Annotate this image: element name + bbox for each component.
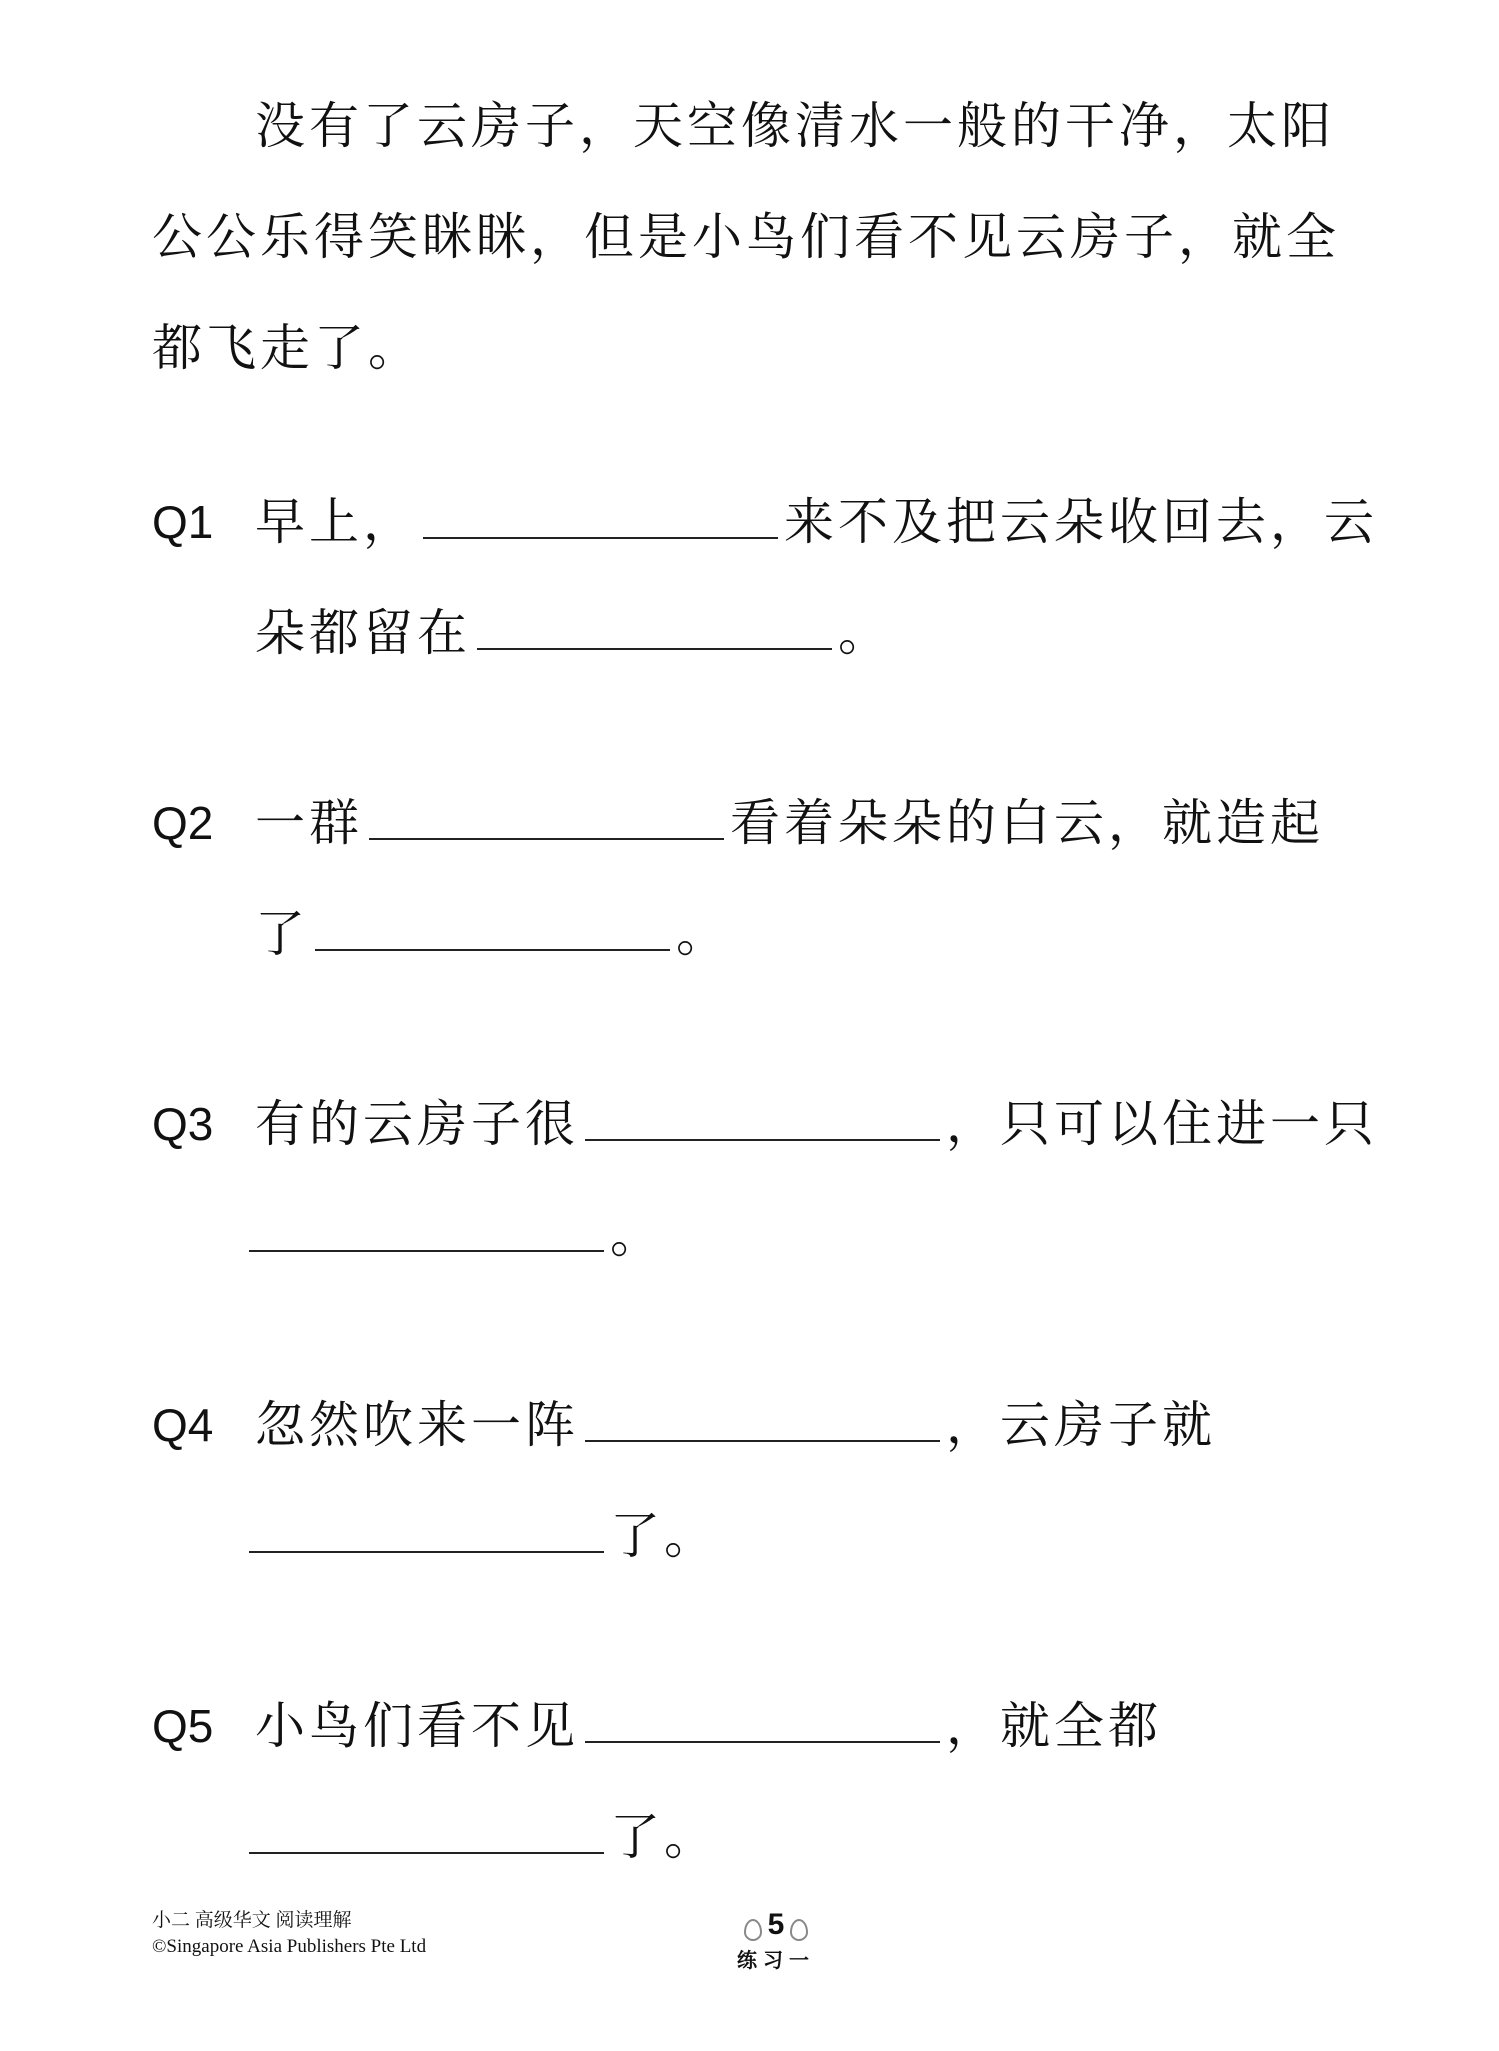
question-line-1 (255, 492, 1378, 552)
question-line-2 (255, 1506, 718, 1566)
question-label: Q4 (152, 1399, 214, 1451)
question-text: 早上， (255, 493, 417, 551)
answer-blank[interactable] (585, 1396, 940, 1442)
answer-blank[interactable] (315, 905, 670, 951)
question-line-1 (255, 1696, 1162, 1756)
question-text: 了。 (610, 1808, 718, 1866)
question-label: Q3 (152, 1098, 214, 1150)
question-text: 了 (255, 905, 309, 963)
question-label: Q1 (152, 496, 214, 548)
page-number: 5 (767, 1908, 785, 1941)
footer-left (152, 1908, 426, 1960)
question-text: 了。 (610, 1507, 718, 1565)
footer-center (735, 1908, 817, 1973)
answer-blank[interactable] (249, 1507, 604, 1553)
question-text: 有的云房子很 (255, 1095, 579, 1153)
drop-icon (790, 1919, 808, 1941)
question-text: 忽然吹来一阵 (255, 1396, 579, 1454)
answer-blank[interactable] (585, 1095, 940, 1141)
question-text: 看着朵朵的白云，就造起 (730, 794, 1324, 852)
question-line-2 (255, 603, 892, 663)
question-text: 朵都留在 (255, 604, 471, 662)
question-line-2 (255, 1807, 718, 1867)
question-text: 。 (838, 604, 892, 662)
question-text: 。 (676, 905, 730, 963)
question-text: 来不及把云朵收回去，云 (784, 493, 1378, 551)
passage-line: 公公乐得笑眯眯，但是小鸟们看不见云房子，就全 (152, 208, 1340, 266)
answer-blank[interactable] (249, 1808, 604, 1854)
question-text: ，云房子就 (946, 1396, 1216, 1454)
question-line-1 (255, 793, 1324, 853)
question-line-2 (255, 1205, 664, 1265)
answer-blank[interactable] (585, 1697, 940, 1743)
question-text: 小鸟们看不见 (255, 1697, 579, 1755)
question-label: Q2 (152, 797, 214, 849)
question-label: Q5 (152, 1700, 214, 1752)
question-line-1 (255, 1094, 1378, 1154)
question-text: 一群 (255, 794, 363, 852)
answer-blank[interactable] (249, 1206, 604, 1252)
answer-blank[interactable] (477, 604, 832, 650)
question-text: ，只可以住进一只 (946, 1095, 1378, 1153)
exercise-label: 练习一 (737, 1950, 815, 1972)
answer-blank[interactable] (369, 794, 724, 840)
passage-line: 都飞走了。 (152, 319, 422, 377)
book-title: 小二 高级华文 阅读理解 (152, 1910, 352, 1931)
drop-icon (744, 1919, 762, 1941)
passage-line: 没有了云房子，天空像清水一般的干净，太阳 (255, 97, 1335, 155)
question-text: ，就全都 (946, 1697, 1162, 1755)
question-text: 。 (610, 1206, 664, 1264)
answer-blank[interactable] (423, 493, 778, 539)
question-line-1 (255, 1395, 1216, 1455)
copyright: ©Singapore Asia Publishers Pte Ltd (152, 1936, 427, 1957)
question-line-2 (255, 904, 730, 964)
